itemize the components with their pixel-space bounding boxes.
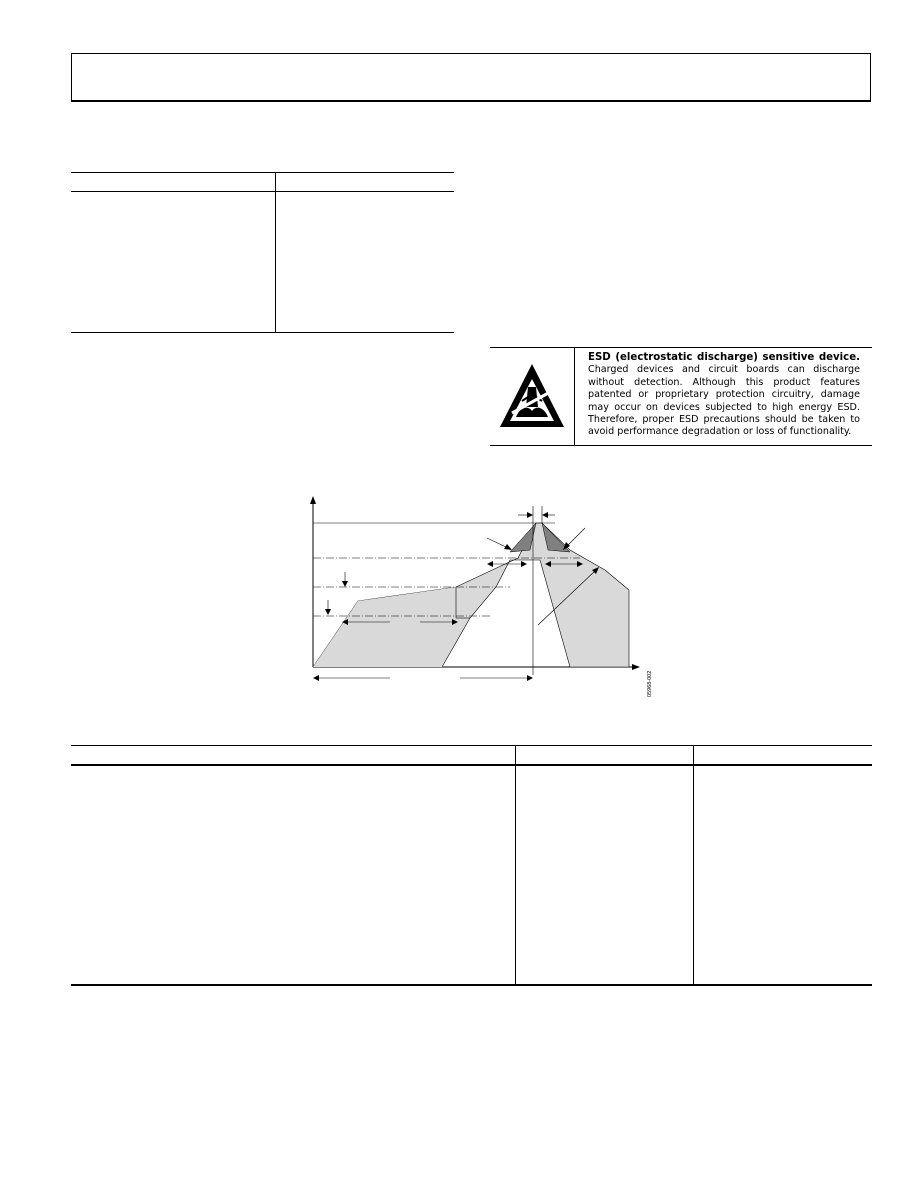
table-rule-top xyxy=(71,745,872,746)
esd-notice xyxy=(490,347,872,446)
y-axis-arrow xyxy=(310,496,316,504)
esd-warning-icon xyxy=(498,361,566,431)
table-column-divider xyxy=(275,172,276,333)
table-top-left xyxy=(71,172,454,333)
esd-notice-body: Charged devices and circuit boards can discharge without detection. Although this product features patented or proprietary protection circuitry, damage may occur on devices subjected to high energy ESD. Therefore, proper ESD precautions should be taken to avoid performance degradation or loss of functionality. xyxy=(588,364,860,438)
table-rule-bottom xyxy=(71,332,454,333)
table-rule-bottom xyxy=(71,984,872,986)
x-axis-arrow xyxy=(632,664,640,670)
figure-id: 05968-002 xyxy=(647,670,653,697)
table-rule-header xyxy=(71,764,872,766)
esd-rule-bottom xyxy=(490,445,872,446)
table-rule-header xyxy=(71,191,454,192)
table-column-divider xyxy=(515,745,516,986)
table-column-divider xyxy=(693,745,694,986)
esd-notice-title: ESD (electrostatic discharge) sensitive device. xyxy=(588,352,860,363)
page-header-frame xyxy=(71,53,871,102)
table-bottom xyxy=(71,745,872,986)
esd-column-divider xyxy=(574,347,575,446)
esd-rule-top xyxy=(490,347,872,348)
table-rule-top xyxy=(71,172,454,173)
reflow-profile-diagram xyxy=(280,490,660,700)
esd-notice-text xyxy=(588,352,860,439)
